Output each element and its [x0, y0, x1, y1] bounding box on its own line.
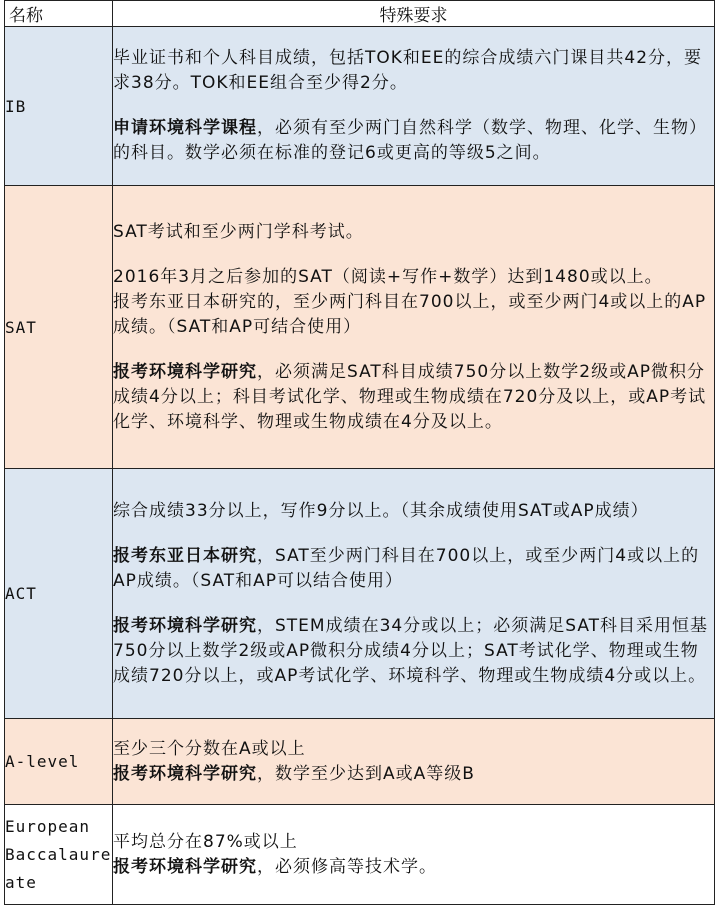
- ib-paragraph-2-text: ，必须有至少两门自然科学（数学、物理、化学、生物）的科目。数学必须在标准的登记6或更高的等级5之间。: [113, 118, 707, 163]
- act-paragraph-2-text: ，SAT至少两门科目在700以上，或至少两门4或以上的AP成绩。（SAT和AP可以结合使用）: [113, 545, 700, 591]
- alevel-bold-label: 报考环境科学研究: [113, 763, 257, 784]
- alevel-paragraph-2: [113, 762, 714, 787]
- row-name-eb-line-1: European: [5, 816, 91, 836]
- ib-paragraph-2: [113, 116, 714, 166]
- sat-paragraph-2: 2016年3月之后参加的SAT（阅读+写作+数学）达到1480或以上。: [113, 266, 663, 287]
- eb-paragraph-2: [113, 855, 714, 880]
- row-name-a-level: A-level: [5, 719, 113, 805]
- row-name-eb: [5, 805, 113, 905]
- ib-paragraph-1: 毕业证书和个人科目成绩，包括TOK和EE的综合成绩六门课目共42分，要求38分。TOK和EE组合至少得2分。: [113, 48, 703, 93]
- header-name: 名称: [5, 1, 113, 27]
- alevel-paragraph-1: 至少三个分数在A或以上: [113, 738, 306, 759]
- row-content-ib: [113, 27, 715, 186]
- row-european-baccalaureate: [5, 805, 715, 905]
- ib-bold-label: 申请环境科学课程: [113, 118, 257, 138]
- row-sat: [5, 186, 715, 469]
- row-name-eb-line-2: Baccalaureate: [5, 844, 112, 892]
- eb-paragraph-2-text: ，必须修高等技术学。: [257, 856, 437, 877]
- row-ib: [5, 27, 715, 186]
- row-name-sat: SAT: [5, 186, 113, 469]
- eb-paragraph-1: 平均总分在87%或以上: [113, 831, 298, 852]
- act-bold-label-1: 报考东亚日本研究: [113, 545, 257, 566]
- act-paragraph-3-text: ，STEM成绩在34分或以上；必须满足SAT科目采用恒基750分以上数学2级或AP微积分成绩4分以上；SAT考试化学、物理或生物成绩720分以上，或AP考试化学、环境科学、物理或生物成绩4分或以上。: [113, 615, 709, 686]
- row-content-eb: [113, 805, 715, 905]
- row-a-level: [5, 719, 715, 805]
- sat-bold-label: 报考环境科学研究: [113, 361, 257, 382]
- header-requirement: 特殊要求: [113, 1, 715, 27]
- alevel-paragraph-2-text: ，数学至少达到A或A等级B: [257, 763, 475, 784]
- row-name-act: ACT: [5, 469, 113, 719]
- act-paragraph-2: [113, 544, 714, 594]
- requirements-table: [4, 0, 715, 905]
- sat-paragraph-3: 报考东亚日本研究的，至少两门科目在700以上，或至少两门4或以上的AP成绩。（SAT和AP可结合使用）: [113, 291, 707, 337]
- row-content-a-level: [113, 719, 715, 805]
- act-paragraph-3: [113, 614, 714, 689]
- row-act: [5, 469, 715, 719]
- act-bold-label-2: 报考环境科学研究: [113, 615, 257, 636]
- act-paragraph-1: 综合成绩33分以上，写作9分以上。（其余成绩使用SAT或AP成绩）: [113, 500, 649, 521]
- row-content-act: [113, 469, 715, 719]
- eb-bold-label: 报考环境科学研究: [113, 856, 257, 877]
- sat-paragraph-1: SAT考试和至少两门学科考试。: [113, 221, 364, 242]
- row-content-sat: [113, 186, 715, 469]
- sat-paragraph-4-text: ，必须满足SAT科目成绩750分以上数学2级或AP微积分成绩4分以上；科目考试化学、物理或生物成绩在720分及以上，或AP考试化学、环境科学、物理或生物成绩在4分及以上。: [113, 361, 707, 432]
- header-row: [5, 1, 715, 27]
- sat-paragraph-4: [113, 360, 714, 435]
- row-name-ib: IB: [5, 27, 113, 186]
